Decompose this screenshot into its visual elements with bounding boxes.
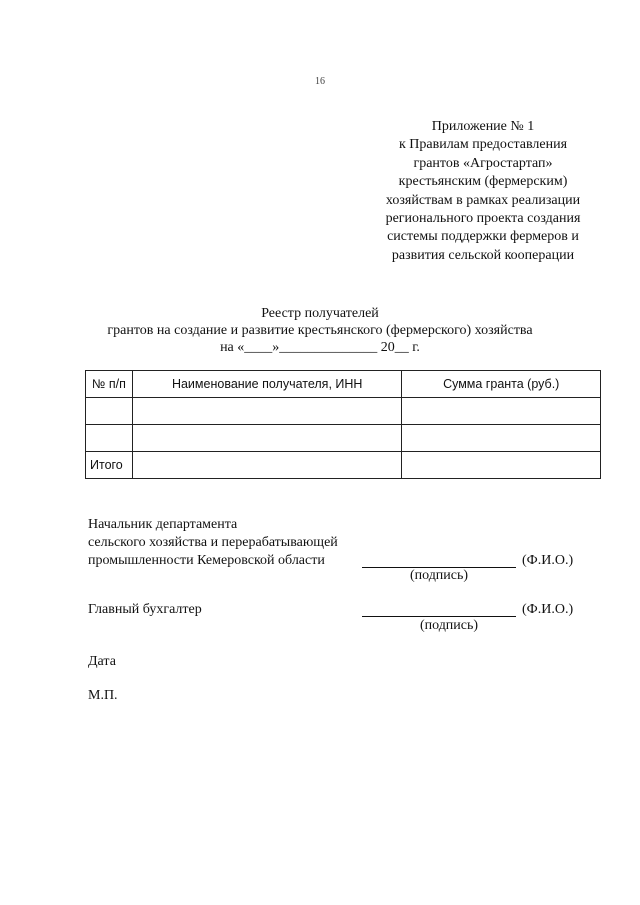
head-signature-line	[362, 553, 516, 568]
head-title-line: Начальник департамента	[88, 517, 238, 532]
date-label: Дата	[88, 654, 116, 669]
appendix-line: системы поддержки фермеров и	[387, 229, 579, 245]
table-cell	[402, 452, 601, 479]
table-cell	[86, 425, 133, 452]
appendix-line: Приложение № 1	[431, 119, 535, 134]
head-title-line: промышленности Кемеровской области	[88, 553, 325, 568]
appendix-line: к Правилам предоставления	[398, 137, 568, 153]
table-total-row	[86, 452, 601, 479]
table-cell	[402, 398, 601, 425]
table-cell	[132, 425, 401, 452]
table-header-row	[86, 371, 601, 398]
header-cell-amount: Сумма гранта (руб.)	[402, 371, 601, 398]
table-row	[86, 425, 601, 452]
header-cell-recipient: Наименование получателя, ИНН	[132, 371, 401, 398]
table-cell	[402, 425, 601, 452]
title-line: Реестр получателей	[261, 306, 379, 321]
accountant-signature-line	[362, 602, 516, 617]
head-title	[88, 516, 338, 570]
page-number: 16	[315, 76, 325, 87]
recipients-table	[85, 370, 601, 479]
date-line: на «____»______________ 20__ г.	[220, 340, 420, 355]
total-label: Итого	[86, 452, 133, 479]
table-cell	[132, 398, 401, 425]
accountant-signature-caption: (подпись)	[419, 618, 479, 633]
accountant-fio: (Ф.И.О.)	[522, 602, 574, 617]
appendix-line: грантов «Агростартап»	[413, 155, 553, 171]
header-cell-number: № п/п	[86, 371, 133, 398]
appendix-line: хозяйствам в рамках реализации	[385, 192, 581, 208]
stamp-label: М.П.	[88, 688, 118, 703]
head-signature-caption: (подпись)	[409, 568, 469, 583]
appendix-header	[372, 118, 594, 265]
title-line: грантов на создание и развитие крестьянского (фермерского) хозяйства	[107, 323, 533, 338]
accountant-title: Главный бухгалтер	[88, 602, 202, 617]
document-title	[0, 305, 640, 356]
appendix-line: развития сельской кооперации	[391, 247, 575, 263]
table-cell	[86, 398, 133, 425]
table-row	[86, 398, 601, 425]
table-cell	[132, 452, 401, 479]
appendix-line: крестьянским (фермерским)	[398, 174, 568, 190]
head-fio: (Ф.И.О.)	[522, 553, 574, 568]
head-title-line: сельского хозяйства и перерабатывающей	[88, 535, 338, 550]
appendix-line: регионального проекта создания	[385, 211, 581, 227]
